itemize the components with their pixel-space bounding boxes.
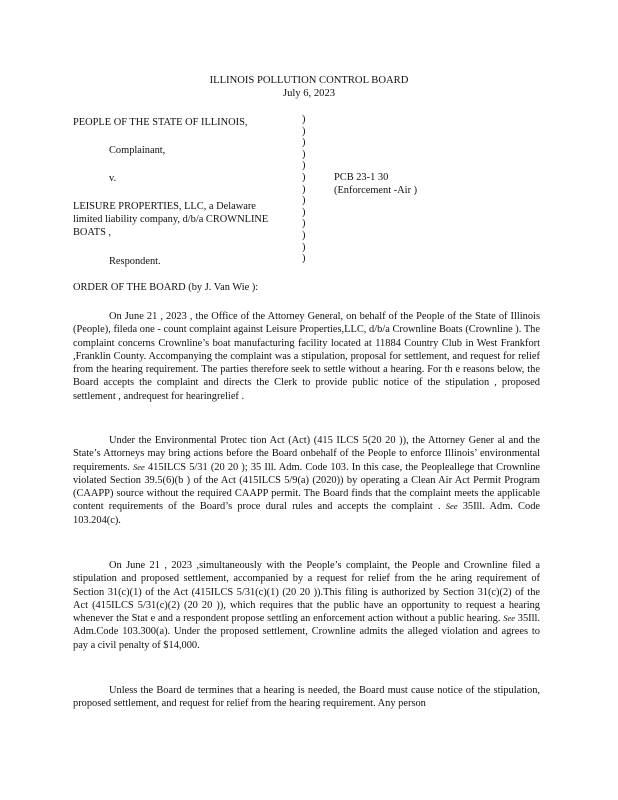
respondent-name-line3: BOATS , <box>73 227 112 238</box>
citation-signal: See <box>133 461 145 472</box>
caption-paren: ) <box>302 253 306 265</box>
paragraph-text: Unless the Board de termines that a hearing is needed, the Board must cause notice of the stipulation, proposed settlement, and request for relief from the hearing requirement. Any person <box>73 685 540 710</box>
case-type: (Enforcement -Air ) <box>334 185 418 196</box>
citation-signal: See <box>503 613 515 624</box>
caption-parentheses <box>302 114 305 265</box>
paragraph-text: Under the Environmental Protec tion Act (Act) (415 ILCS 5(20 20 )), the Attorney Gener al and the State’s Attorneys may bring actions before the Board onbehalf of the People to enforce Illinois’ environmental requirements. <box>73 435 540 473</box>
caption-paren: ) <box>302 183 306 195</box>
board-title: ILLINOIS POLLUTION CONTROL BOARD <box>209 75 409 86</box>
citation-signal: See <box>445 501 458 512</box>
plaintiff-name: PEOPLE OF THE STATE OF ILLINOIS, <box>73 117 248 128</box>
plaintiff-role: Complainant, <box>109 145 166 156</box>
paragraph-text: 415ILCS 5/31 (20 20 ); 35 Ill. Adm. Code 103. In this case, the Peopleallege that Crownline violated Section 39.5(6)(b ) of the Act (415ILCS 5/9(a) (2020)) by operating a Clean Air Act Permit Program (CAAPP) source without the required CAAPP permit. The Board finds that the complaint meets the applicable content requirements of the Board’s proce dural rules and accepts the complaint . <box>73 461 541 513</box>
paragraph-1 <box>73 310 540 403</box>
paragraph-text: 35Ill. Adm.Code 103.300(a). Under the proposed settlement, Crownline admits the alleged violation and agrees to pay a civil penalty of $14,000. <box>73 613 540 651</box>
paragraph-4 <box>73 684 540 711</box>
paragraph-text: 35Ill. Adm. Code 103.204(c). <box>73 501 540 526</box>
paragraph-2 <box>73 434 540 527</box>
versus: v. <box>109 173 117 184</box>
caption-paren: ) <box>302 241 306 253</box>
respondent-role: Respondent. <box>109 256 161 267</box>
caption-paren: ) <box>302 148 306 160</box>
caption-paren: ) <box>302 114 306 125</box>
paragraph-text: On June 21 , 2023 , the Office of the Attorney General, on behalf of the People of the State of Illinois (People), fileda one - count complaint against Leisure Properties,LLC, d/b/a Crownline Boats (Crownline ). The complaint concerns Crownline’s boat manufacturing facility located at 11884 Country Club in West Frankfort ,Franklin County. Accompanying the complaint was a stipulation, proposal for settlement, and request for relief from the hearing requirement. The parties therefore seek to settle without a hearing. For th e reasons below, the Board accepts the complaint and directs the Clerk to provide public notice of the stipulation , proposed settlement , andrequest for hearingrelief . <box>73 311 540 402</box>
respondent-name-line1: LEISURE PROPERTIES, LLC, a Delaware <box>73 201 256 212</box>
caption-paren: ) <box>302 195 306 207</box>
order-date: July 6, 2023 <box>282 88 336 99</box>
caption-paren: ) <box>302 160 306 172</box>
case-number: PCB 23-1 30 <box>334 172 389 183</box>
respondent-name-line2: limited liability company, d/b/a CROWNLINE <box>73 214 269 225</box>
paragraph-3 <box>73 559 540 652</box>
caption-paren: ) <box>302 218 306 230</box>
caption-paren: ) <box>302 137 306 149</box>
paragraph-text: On June 21 , 2023 ,simultaneously with the People’s complaint, the People and Crownline filed a stipulation and proposed settlement, accompanied by a request for relief from the he aring requirement of Section 31(c)(1) of the Act (415ILCS 5/31(c)(1) (20 20 )).This filing is authorized by Section 31(c)(2) of the Act (415ILCS 5/31(c)(2) (20 20 )), which requires that the public have an opportunity to request a hearing whenever the Stat e and a respondent propose settling an enforcement action without a public hearing. <box>73 560 540 625</box>
caption-paren: ) <box>302 229 306 241</box>
caption-paren: ) <box>302 125 306 137</box>
caption-paren: ) <box>302 206 306 218</box>
order-heading: ORDER OF THE BOARD (by J. Van Wie ): <box>73 282 259 293</box>
caption-paren: ) <box>302 171 306 183</box>
